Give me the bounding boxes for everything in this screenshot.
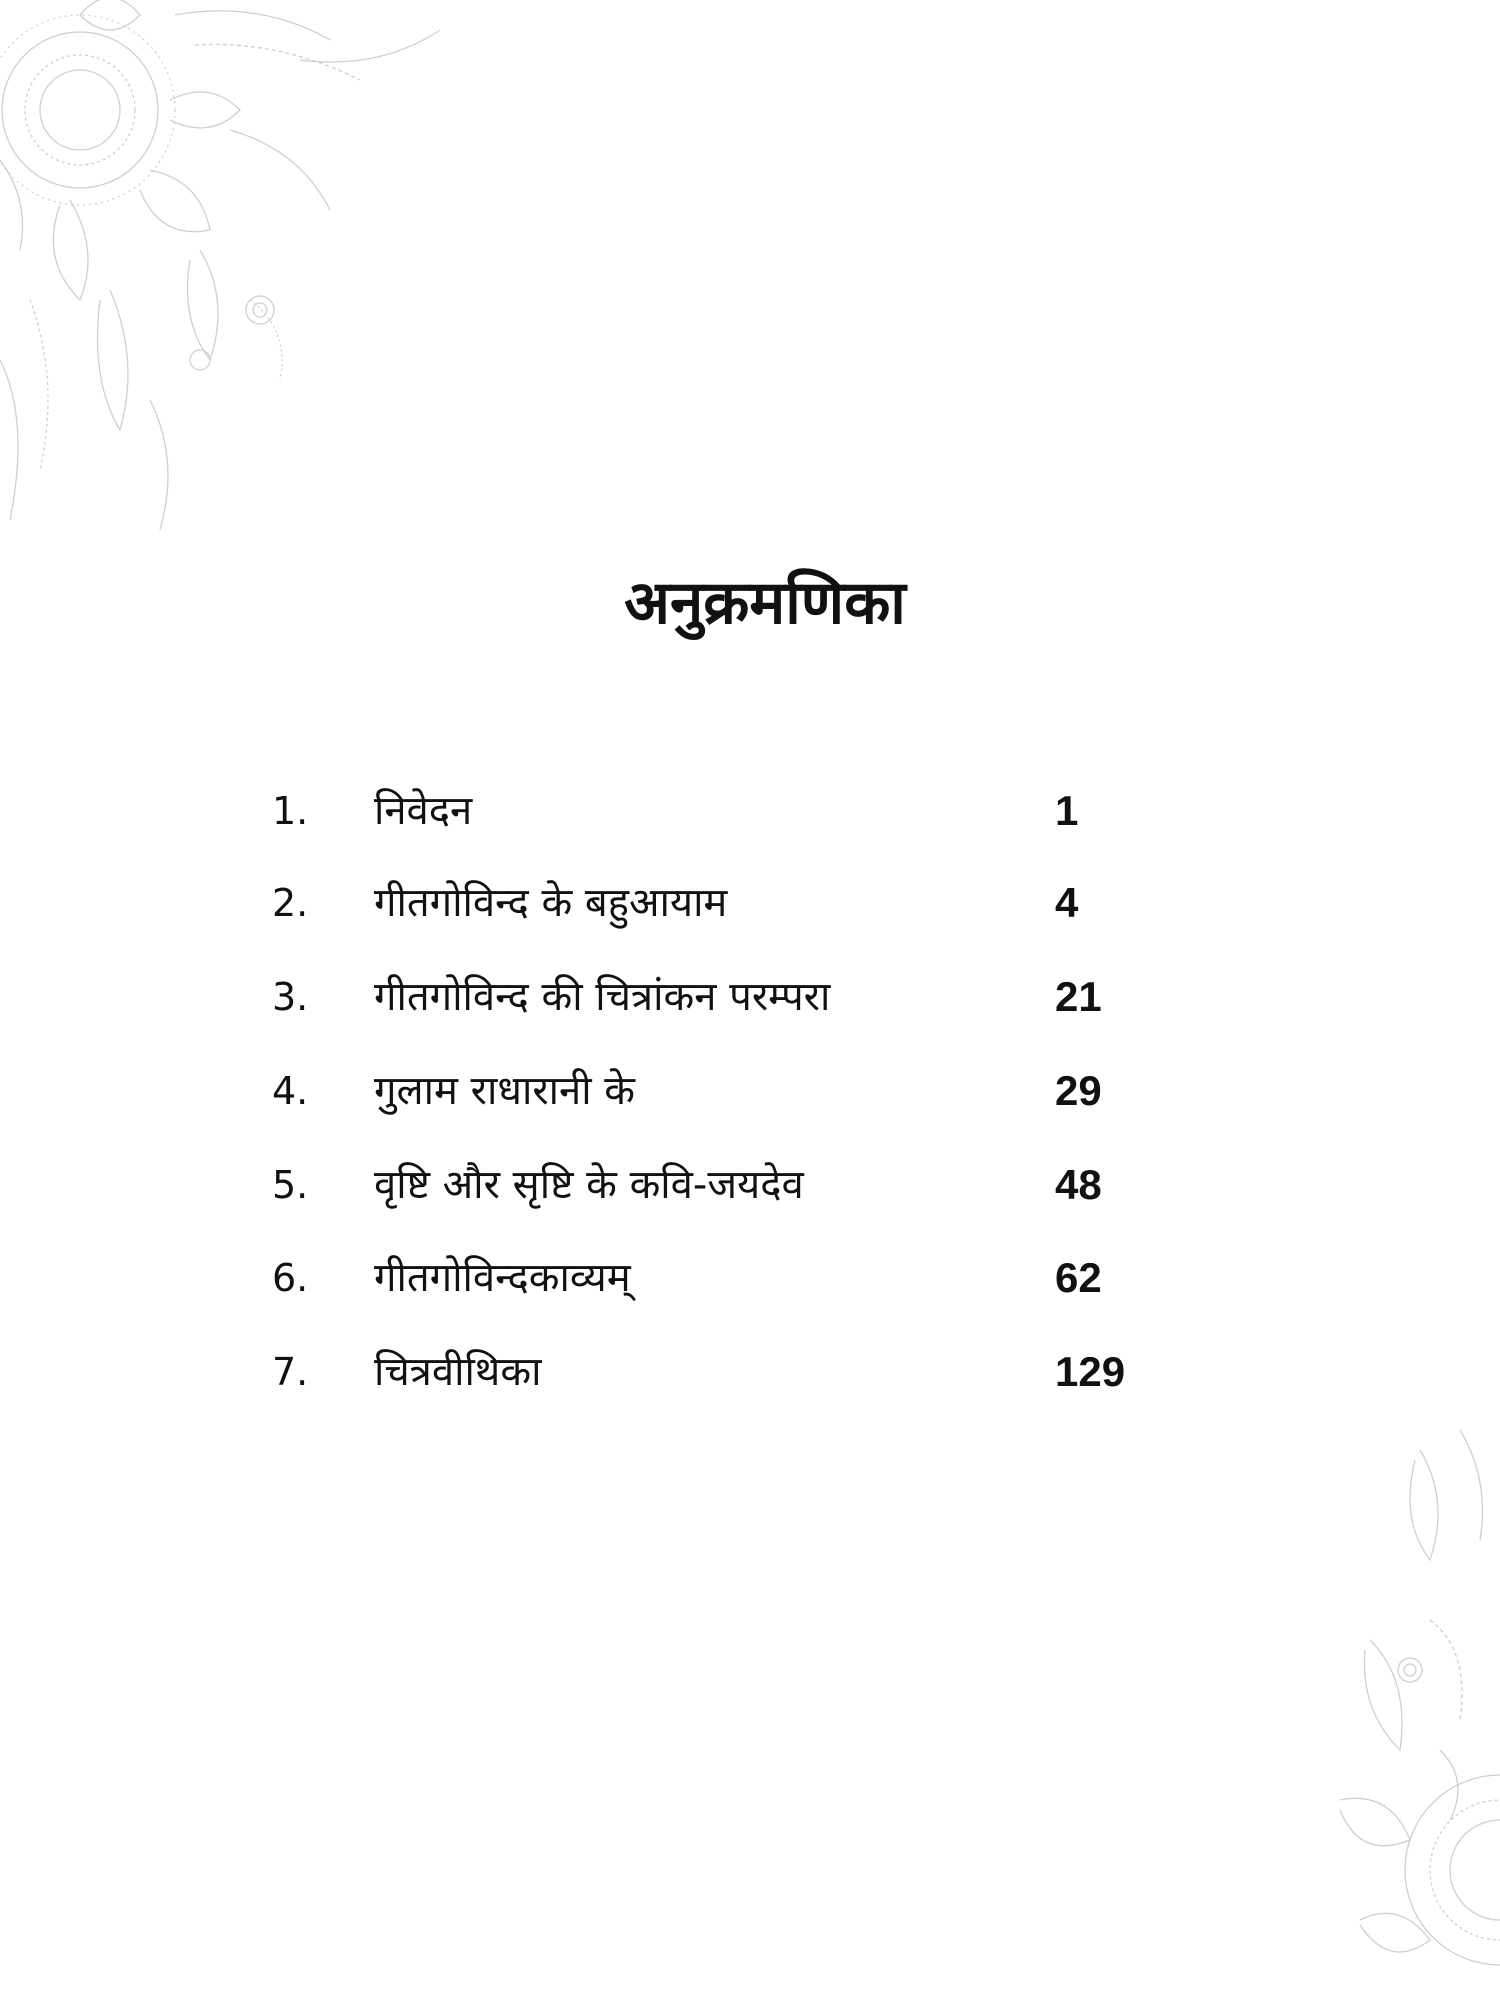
toc-entry-page: 21 — [1055, 973, 1102, 1020]
toc-entry-number: 1. — [272, 789, 309, 833]
toc-entry-title: निवेदन — [374, 788, 473, 834]
toc-entry-number: 5. — [272, 1163, 309, 1207]
toc-entry-number: 7. — [272, 1350, 309, 1394]
toc-entry-page: 48 — [1055, 1161, 1102, 1208]
toc-entry-title: गीतगोविन्द के बहुआयाम — [374, 880, 728, 926]
toc-entry-7 — [0, 1337, 1500, 1407]
toc-entry-title: वृष्टि और सृष्टि के कवि-जयदेव — [374, 1162, 804, 1208]
toc-entry-title: गीतगोविन्दकाव्यम् — [374, 1255, 631, 1301]
toc-entry-4 — [0, 1056, 1500, 1126]
toc-entry-number: 3. — [272, 975, 309, 1019]
toc-entry-number: 4. — [272, 1069, 309, 1113]
toc-entry-page: 29 — [1055, 1067, 1102, 1114]
toc-entry-title: गीतगोविन्द की चित्रांकन परम्परा — [374, 974, 831, 1020]
toc-entry-6 — [0, 1243, 1500, 1313]
toc-entry-title: चित्रवीथिका — [374, 1349, 542, 1395]
toc-entry-page: 1 — [1055, 787, 1079, 834]
toc-entry-page: 62 — [1055, 1254, 1102, 1301]
toc-entry-title: गुलाम राधारानी के — [374, 1068, 636, 1114]
toc-entry-number: 2. — [272, 881, 309, 925]
page-title: अनुक्रमणिका — [624, 568, 906, 638]
toc-entry-number: 6. — [272, 1256, 309, 1300]
toc-entry-3 — [0, 962, 1500, 1032]
toc-entry-page: 4 — [1055, 879, 1079, 926]
toc-entry-5 — [0, 1150, 1500, 1220]
toc-entry-1 — [0, 776, 1500, 846]
toc-entry-2 — [0, 868, 1500, 938]
toc-entry-page: 129 — [1055, 1348, 1126, 1395]
